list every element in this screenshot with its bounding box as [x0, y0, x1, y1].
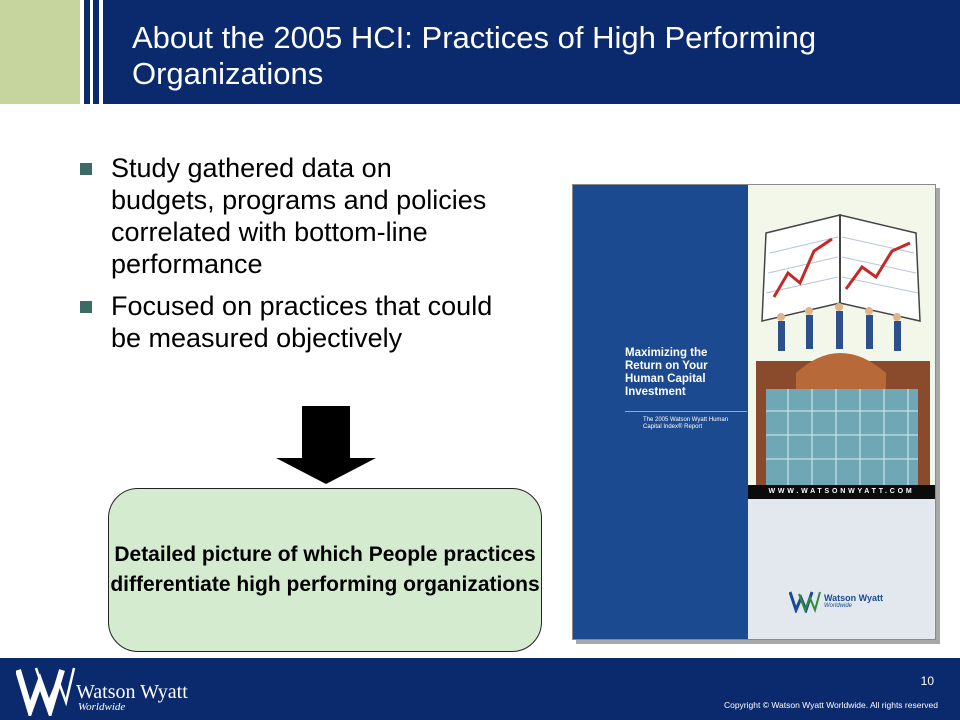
bullet-item: [78, 290, 498, 354]
cover-lower-panel: [748, 485, 935, 639]
cover-logo-brand: Watson Wyatt: [824, 593, 884, 603]
header-stripe: [93, 0, 99, 104]
footer-tagline: Worldwide: [78, 701, 126, 713]
bullet-item: [78, 152, 498, 280]
cover-logo-tagline: Worldwide: [824, 603, 853, 609]
callout-text: Detailed picture of which People practices differentiate high performing organizations: [110, 543, 540, 596]
bullet-list: [78, 152, 498, 364]
cover-url: WWW.WATSONWYATT.COM: [748, 485, 935, 499]
bullet-square-icon: [80, 163, 92, 175]
copyright-notice: Copyright © Watson Wyatt Worldwide. All rights reserved: [723, 700, 938, 710]
footer-brand: Watson Wyatt: [76, 681, 188, 703]
slide-title: About the 2005 HCI: Practices of High Performing Organizations: [132, 20, 817, 91]
bullet-square-icon: [80, 301, 92, 313]
down-arrow-icon: [276, 406, 376, 484]
book-illustration-icon: [748, 193, 935, 485]
cover-logo: [789, 589, 883, 613]
watson-wyatt-logo-icon: [789, 589, 821, 613]
bullet-text: Focused on practices that could be measured objectively: [111, 291, 493, 353]
cover-subtitle: The 2005 Watson Wyatt Human Capital Index® Report: [643, 417, 729, 430]
report-cover-image: [572, 184, 936, 640]
conclusion-callout: [108, 488, 542, 652]
watson-wyatt-logo-icon: [16, 664, 76, 716]
cover-blue-panel: [573, 185, 748, 639]
cover-divider: [625, 411, 747, 412]
bullet-text: Study gathered data on budgets, programs and policies correlated with bottom-line performance: [111, 153, 487, 279]
header-accent-block: [0, 0, 80, 104]
page-number: 10: [920, 674, 934, 688]
cover-title: Maximizing the Return on Your Human Capital Investment: [625, 347, 708, 398]
header-stripe: [84, 0, 90, 104]
